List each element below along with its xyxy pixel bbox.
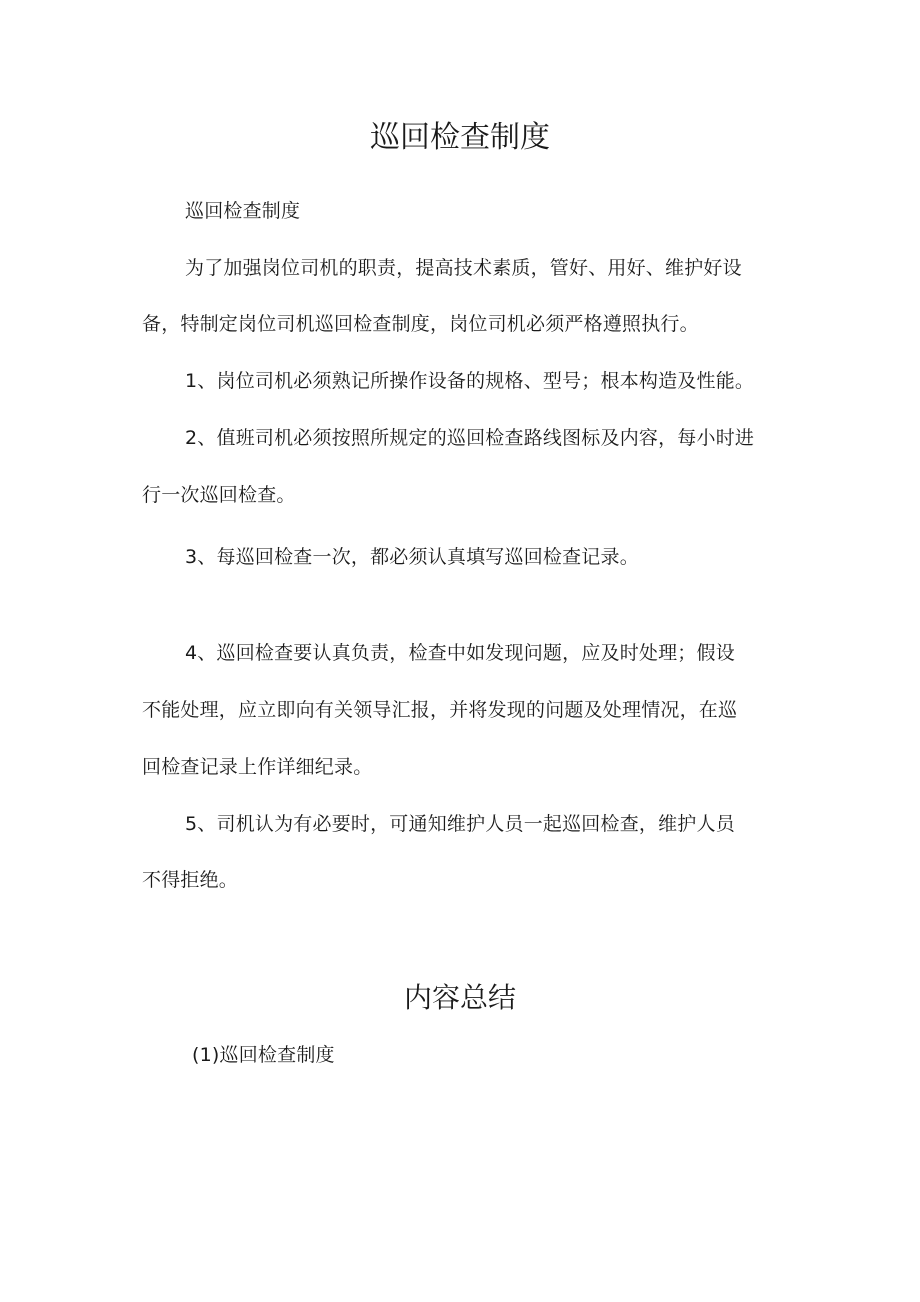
rule-item-4-line-3: 回检查记录上作详细纪录。 bbox=[142, 756, 373, 778]
document-title: 巡回检查制度 bbox=[370, 120, 550, 155]
intro-line-2: 备，特制定岗位司机巡回检查制度，岗位司机必须严格遵照执行。 bbox=[142, 313, 699, 335]
rule-item-2-line-1: 2、值班司机必须按照所规定的巡回检查路线图标及内容，每小时进 bbox=[185, 427, 755, 449]
rule-item-5-line-2: 不得拒绝。 bbox=[142, 869, 239, 891]
intro-line-1: 为了加强岗位司机的职责，提高技术素质，管好、用好、维护好设 bbox=[185, 257, 742, 279]
rule-item-2-line-2: 行一次巡回检查。 bbox=[142, 484, 296, 506]
summary-title: 内容总结 bbox=[403, 981, 516, 1014]
rule-item-5-line-1: 5、司机认为有必要时，可通知维护人员一起巡回检查，维护人员 bbox=[185, 813, 735, 835]
summary-item: (1)巡回检查制度 bbox=[192, 1044, 335, 1066]
document-subtitle: 巡回检查制度 bbox=[185, 200, 301, 222]
rule-item-3: 3、每巡回检查一次，都必须认真填写巡回检查记录。 bbox=[185, 546, 639, 568]
rule-item-4-line-1: 4、巡回检查要认真负责，检查中如发现问题，应及时处理；假设 bbox=[185, 642, 735, 664]
rule-item-1: 1、岗位司机必须熟记所操作设备的规格、型号；根本构造及性能。 bbox=[185, 370, 755, 392]
rule-item-4-line-2: 不能处理，应立即向有关领导汇报，并将发现的问题及处理情况，在巡 bbox=[142, 699, 738, 721]
